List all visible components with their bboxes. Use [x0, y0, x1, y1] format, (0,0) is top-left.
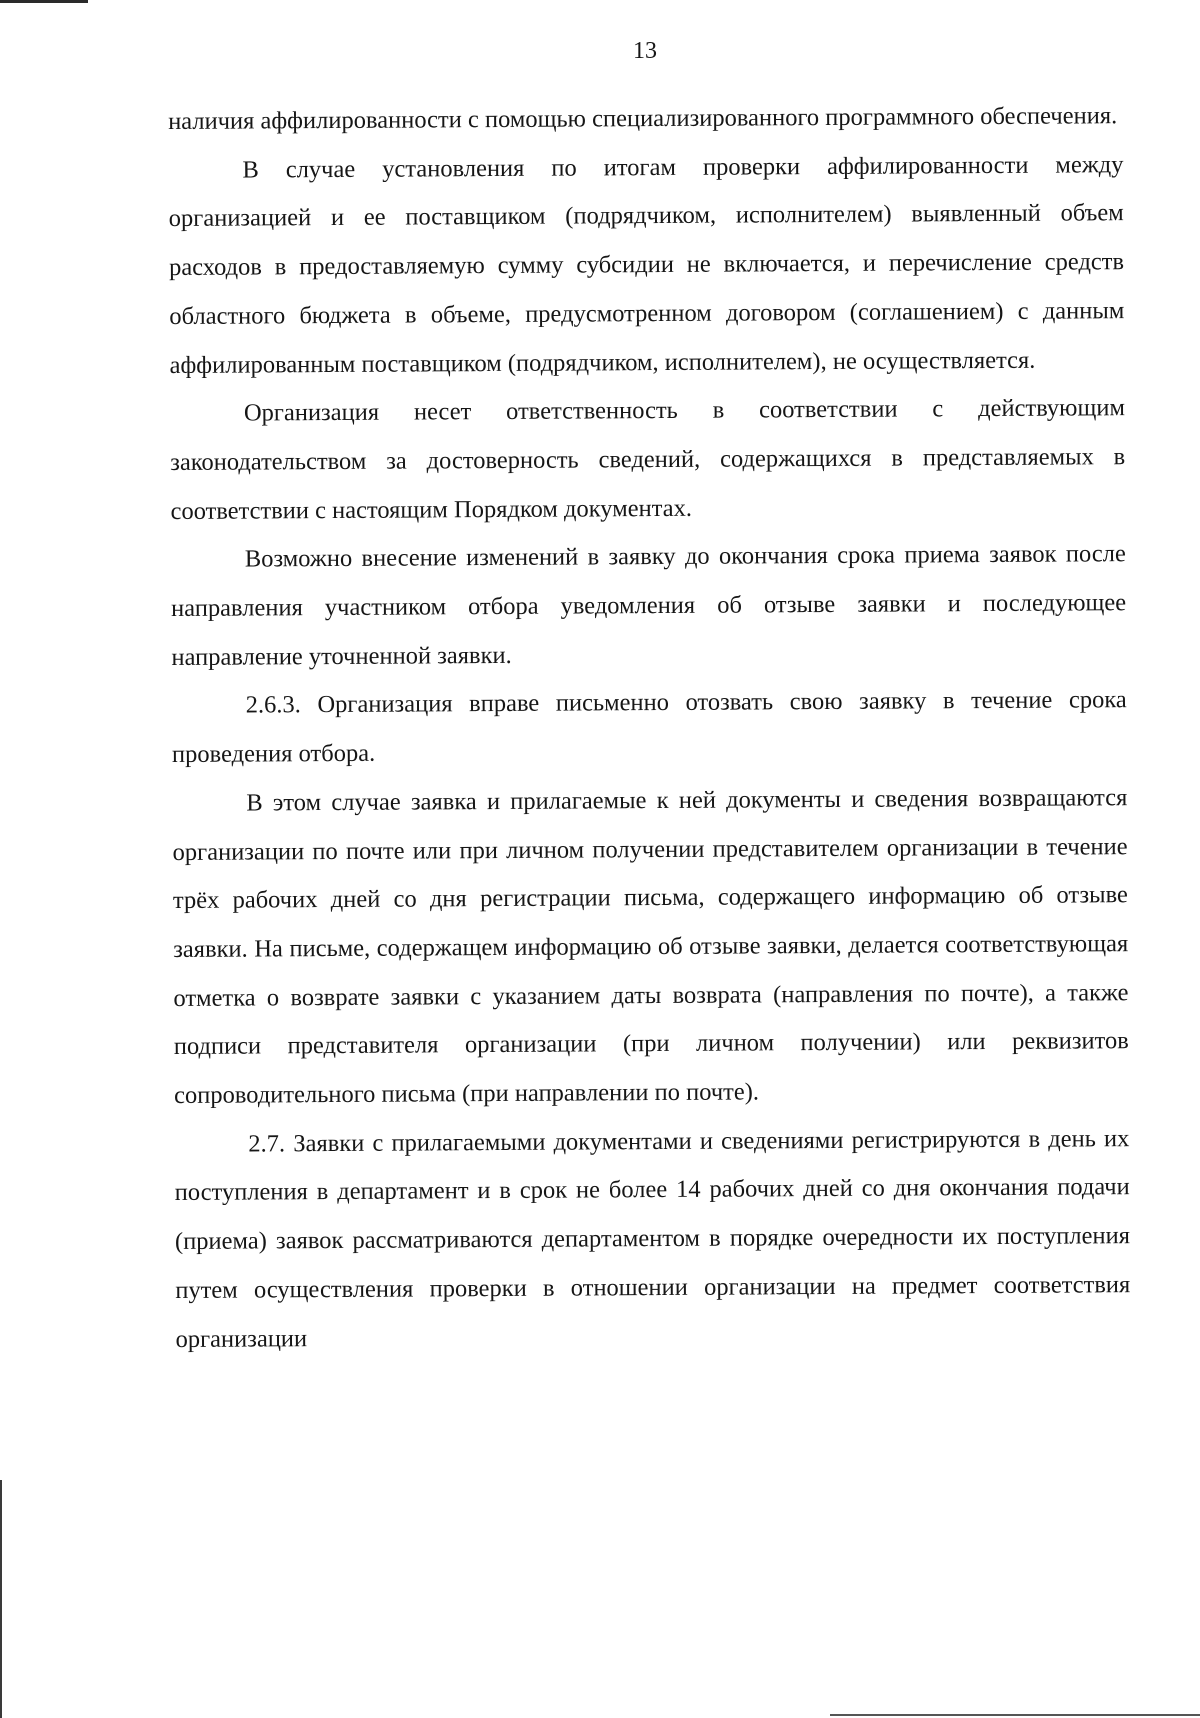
paragraph-2-7-registration: 2.7. Заявки с прилагаемыми документами и сведениями регистрируются в день их поступления в департамент и в срок не более 14 рабочих дней со дня окончания подачи (приема) заявок рассматриваются департаментом в порядке очередности их поступления путем осуществления проверки в отношении организации на предмет соответствия организации — [174, 1124, 1131, 1353]
scan-edge-mark-top — [0, 0, 88, 3]
document-body — [168, 92, 1131, 1364]
paragraph-affiliation-software: наличия аффилированности с помощью специализированного программного обеспечения. — [168, 102, 1118, 135]
scan-edge-mark-bottom — [830, 1714, 1200, 1716]
paragraph-responsibility: Организация несет ответственность в соответствии с действующим законодательством за достоверность сведений, содержащихся в представляемых в соответствии с настоящим Порядком документах. — [170, 394, 1126, 525]
page-number: 13 — [633, 38, 657, 64]
paragraph-affiliation-expenses: В случае установления по итогам проверки аффилированности между организацией и ее поставщиком (подрядчиком, исполнителем) выявленный объем расходов в предоставляемую сумму субсидии не включается, и перечисление средств областного бюджета в объеме, предусмотренном договором (соглашением) с данным аффилированным поставщиком (подрядчиком, исполнителем), не осуществляется. — [168, 150, 1125, 379]
paragraph-application-changes: Возможно внесение изменений в заявку до окончания срока приема заявок после направления участником отбора уведомления об отзыве заявки и последующее направление уточненной заявки. — [171, 540, 1127, 671]
paragraph-withdrawal-return: В этом случае заявка и прилагаемые к ней документы и сведения возвращаются организации по почте или при личном получении представителем организации в течение трёх рабочих дней со дня регистрации письма, содержащего информацию об отзыве заявки. На письме, содержащем информацию об отзыве заявки, делается соответствующая отметка о возврате заявки с указанием даты возврата (направления по почте), а также подписи представителя организации (при личном получении) или реквизитов сопроводительного письма (при направлении по почте). — [172, 783, 1129, 1110]
scan-edge-mark-left — [0, 1480, 2, 1718]
paragraph-2-6-3-withdrawal: 2.6.3. Организация вправе письменно отозвать свою заявку в течение срока проведения отбора. — [171, 686, 1127, 769]
